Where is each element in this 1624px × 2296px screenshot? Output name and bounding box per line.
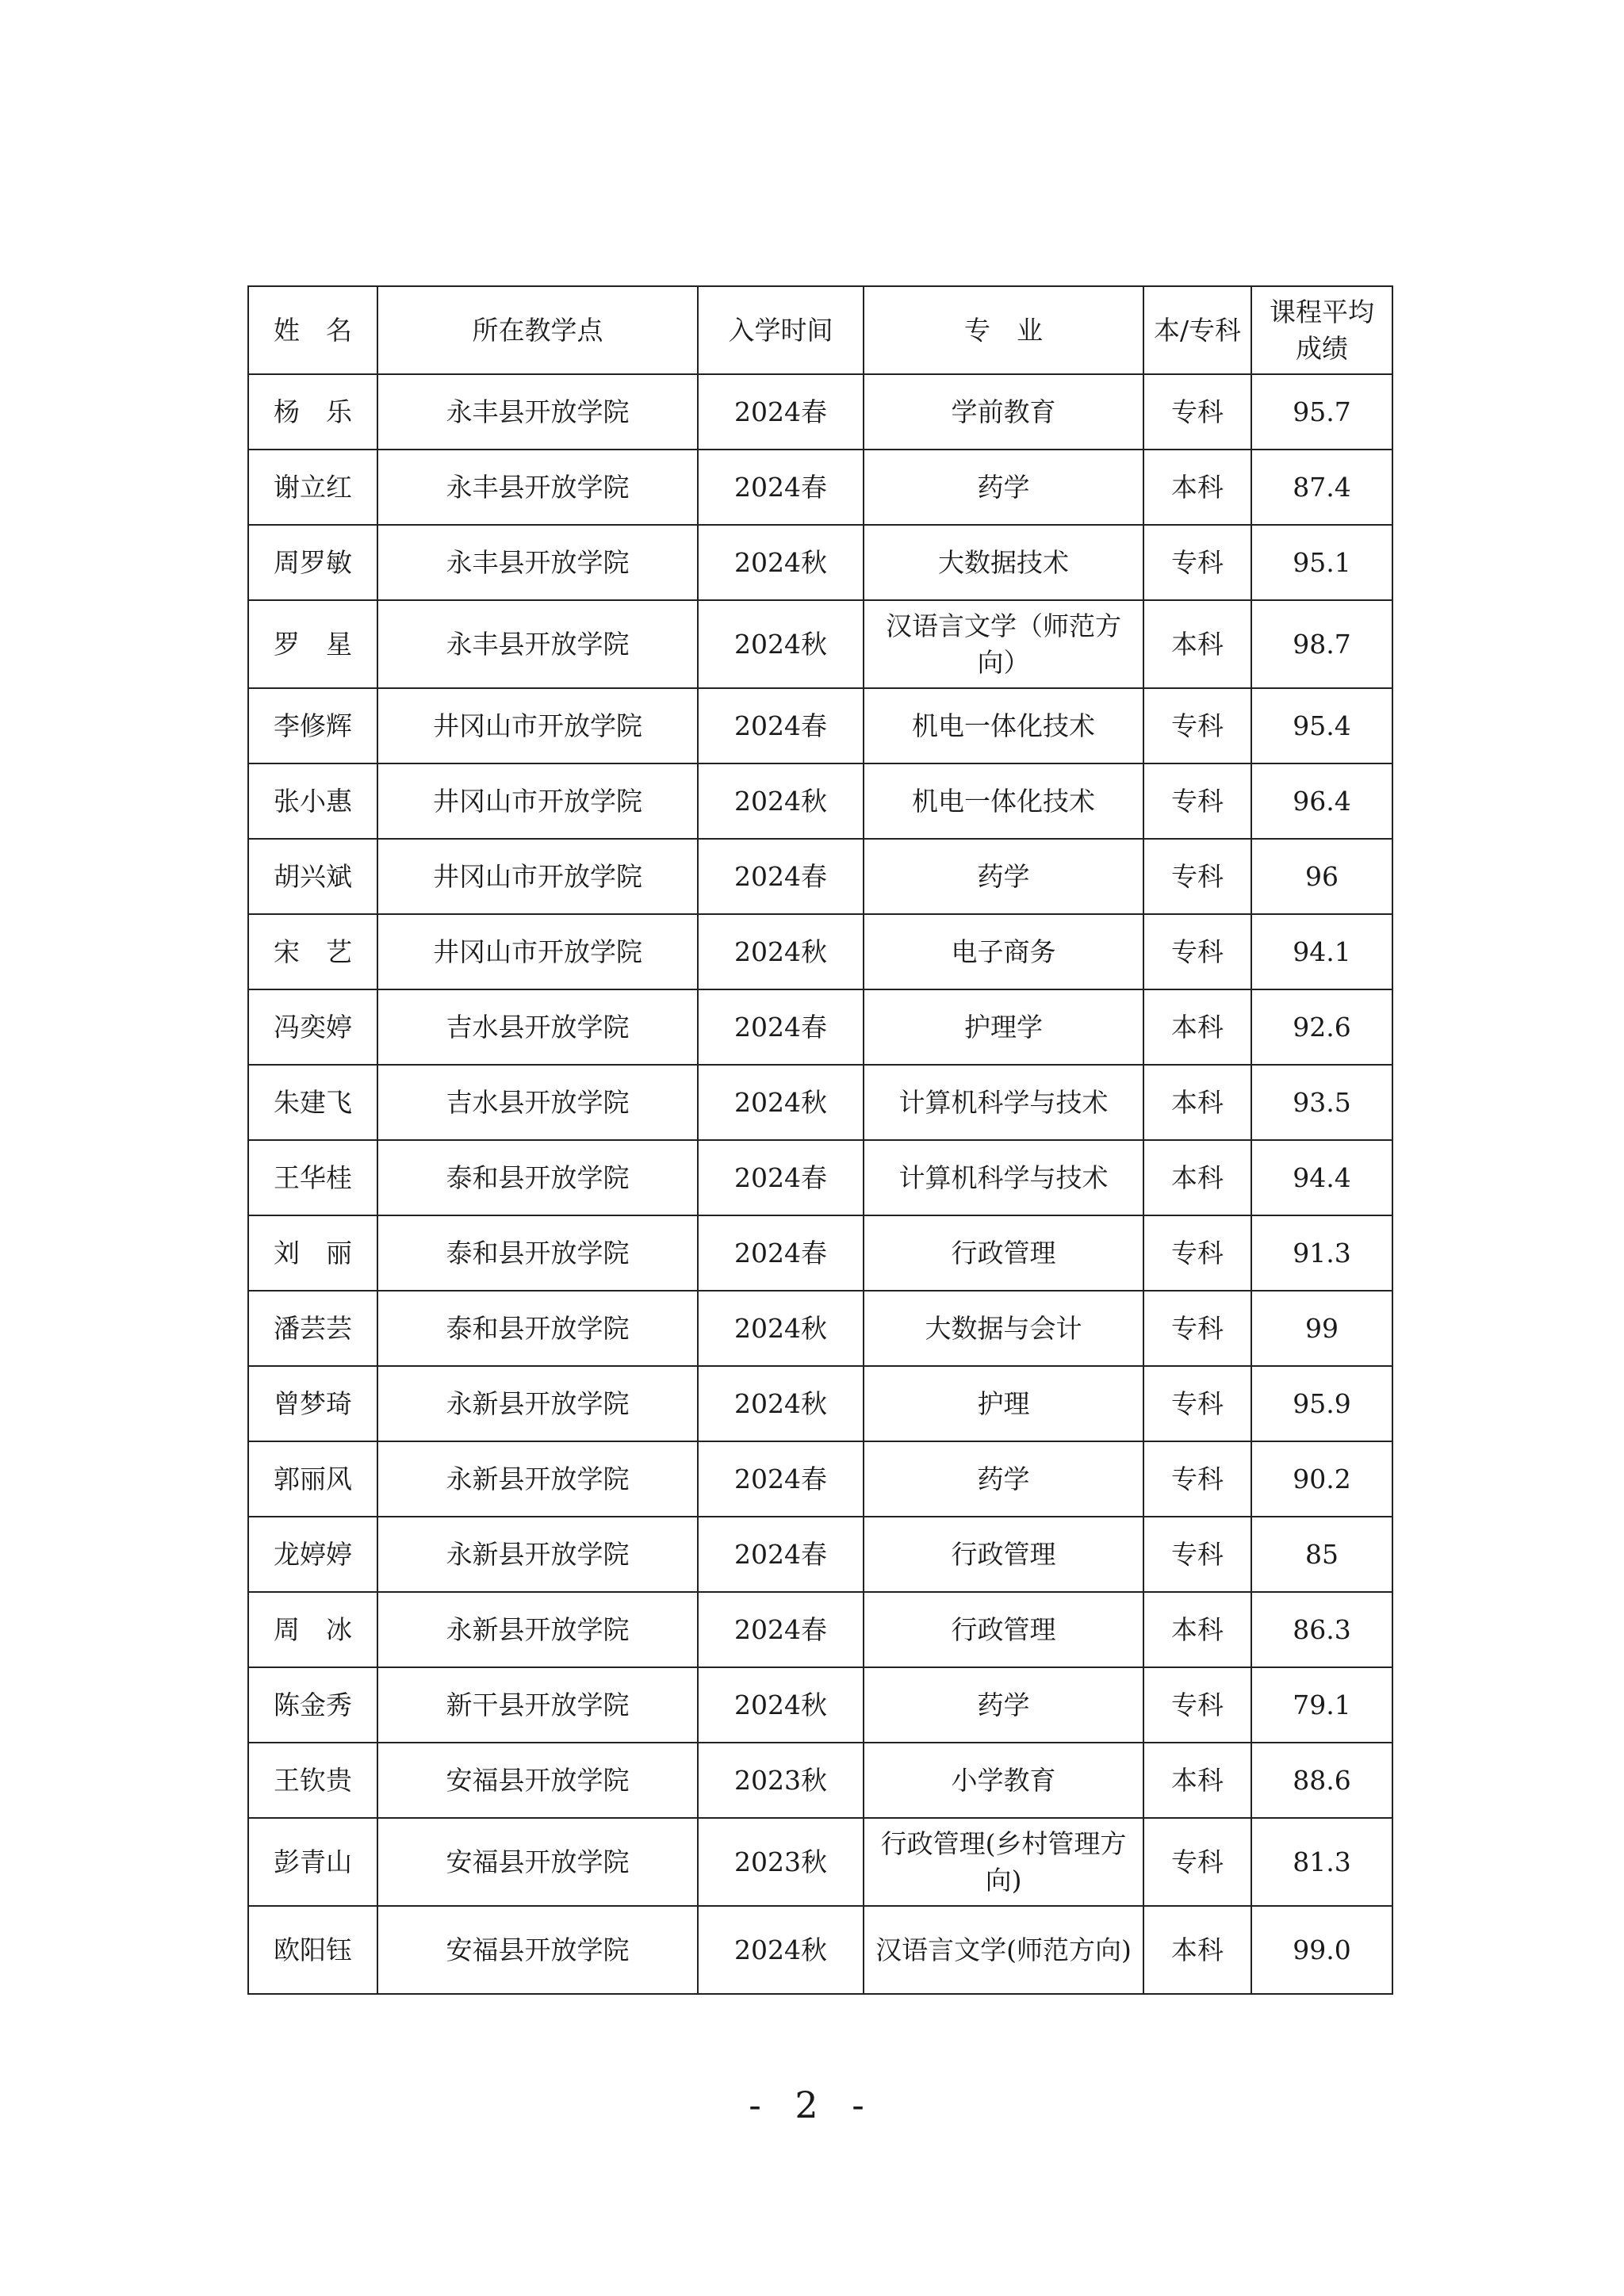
student-name-cell: 王华桂 xyxy=(248,1140,377,1215)
student-name-cell: 彭青山 xyxy=(248,1818,377,1906)
student-name-cell: 谢立红 xyxy=(248,450,377,525)
teaching-site-cell: 永新县开放学院 xyxy=(377,1441,698,1517)
enrollment-time-cell: 2024秋 xyxy=(698,600,864,688)
enrollment-time-cell: 2024春 xyxy=(698,450,864,525)
teaching-site-cell: 安福县开放学院 xyxy=(377,1743,698,1818)
student-name-cell: 周 冰 xyxy=(248,1592,377,1667)
student-name-cell: 张小惠 xyxy=(248,763,377,839)
enrollment-time-cell: 2024秋 xyxy=(698,525,864,600)
table-row xyxy=(248,1140,1392,1215)
average-score-cell: 94.4 xyxy=(1251,1140,1392,1215)
student-name-cell: 曾梦琦 xyxy=(248,1366,377,1441)
table-row xyxy=(248,600,1392,688)
table-header-row xyxy=(248,286,1392,374)
enrollment-time-cell: 2024春 xyxy=(698,688,864,763)
table-row xyxy=(248,450,1392,525)
degree-level-cell: 专科 xyxy=(1143,1818,1251,1906)
teaching-site-cell: 永丰县开放学院 xyxy=(377,374,698,450)
average-score-cell: 91.3 xyxy=(1251,1215,1392,1291)
average-score-cell: 88.6 xyxy=(1251,1743,1392,1818)
enrollment-time-cell: 2023秋 xyxy=(698,1743,864,1818)
teaching-site-cell: 新干县开放学院 xyxy=(377,1667,698,1743)
major-cell: 学前教育 xyxy=(864,374,1143,450)
average-score-cell: 87.4 xyxy=(1251,450,1392,525)
major-cell: 行政管理 xyxy=(864,1592,1143,1667)
average-score-cell: 95.7 xyxy=(1251,374,1392,450)
enrollment-time-cell: 2024秋 xyxy=(698,1366,864,1441)
average-score-cell: 92.6 xyxy=(1251,989,1392,1065)
student-name-cell: 罗 星 xyxy=(248,600,377,688)
table-row xyxy=(248,1215,1392,1291)
average-score-cell: 99 xyxy=(1251,1291,1392,1366)
degree-level-cell: 本科 xyxy=(1143,1906,1251,1994)
header-site: 所在教学点 xyxy=(377,286,698,374)
teaching-site-cell: 井冈山市开放学院 xyxy=(377,688,698,763)
teaching-site-cell: 永丰县开放学院 xyxy=(377,450,698,525)
teaching-site-cell: 井冈山市开放学院 xyxy=(377,914,698,989)
student-name-cell: 周罗敏 xyxy=(248,525,377,600)
teaching-site-cell: 泰和县开放学院 xyxy=(377,1140,698,1215)
teaching-site-cell: 吉水县开放学院 xyxy=(377,989,698,1065)
average-score-cell: 96 xyxy=(1251,839,1392,914)
enrollment-time-cell: 2024秋 xyxy=(698,914,864,989)
student-name-cell: 宋 艺 xyxy=(248,914,377,989)
major-cell: 机电一体化技术 xyxy=(864,763,1143,839)
degree-level-cell: 专科 xyxy=(1143,1667,1251,1743)
student-name-cell: 胡兴斌 xyxy=(248,839,377,914)
degree-level-cell: 专科 xyxy=(1143,1215,1251,1291)
major-cell: 行政管理(乡村管理方向) xyxy=(864,1818,1143,1906)
table-row xyxy=(248,989,1392,1065)
major-cell: 小学教育 xyxy=(864,1743,1143,1818)
table-row xyxy=(248,525,1392,600)
degree-level-cell: 专科 xyxy=(1143,525,1251,600)
teaching-site-cell: 泰和县开放学院 xyxy=(377,1291,698,1366)
teaching-site-cell: 泰和县开放学院 xyxy=(377,1215,698,1291)
average-score-cell: 85 xyxy=(1251,1517,1392,1592)
degree-level-cell: 专科 xyxy=(1143,1517,1251,1592)
student-name-cell: 陈金秀 xyxy=(248,1667,377,1743)
table-row xyxy=(248,1517,1392,1592)
enrollment-time-cell: 2024秋 xyxy=(698,1667,864,1743)
enrollment-time-cell: 2024秋 xyxy=(698,1065,864,1140)
degree-level-cell: 本科 xyxy=(1143,600,1251,688)
table-row xyxy=(248,1667,1392,1743)
degree-level-cell: 专科 xyxy=(1143,1441,1251,1517)
enrollment-time-cell: 2024春 xyxy=(698,1517,864,1592)
average-score-cell: 86.3 xyxy=(1251,1592,1392,1667)
table-row xyxy=(248,1366,1392,1441)
major-cell: 计算机科学与技术 xyxy=(864,1065,1143,1140)
major-cell: 护理 xyxy=(864,1366,1143,1441)
enrollment-time-cell: 2024秋 xyxy=(698,1291,864,1366)
average-score-cell: 95.1 xyxy=(1251,525,1392,600)
average-score-cell: 96.4 xyxy=(1251,763,1392,839)
average-score-cell: 79.1 xyxy=(1251,1667,1392,1743)
table-body xyxy=(248,374,1392,1994)
major-cell: 计算机科学与技术 xyxy=(864,1140,1143,1215)
header-average-score: 课程平均成绩 xyxy=(1251,286,1392,374)
degree-level-cell: 本科 xyxy=(1143,450,1251,525)
teaching-site-cell: 安福县开放学院 xyxy=(377,1906,698,1994)
degree-level-cell: 本科 xyxy=(1143,1140,1251,1215)
page-number: - 2 - xyxy=(749,2084,875,2126)
major-cell: 行政管理 xyxy=(864,1215,1143,1291)
major-cell: 药学 xyxy=(864,450,1143,525)
student-name-cell: 冯奕婷 xyxy=(248,989,377,1065)
student-name-cell: 龙婷婷 xyxy=(248,1517,377,1592)
degree-level-cell: 本科 xyxy=(1143,1592,1251,1667)
header-level: 本/专科 xyxy=(1143,286,1251,374)
student-name-cell: 杨 乐 xyxy=(248,374,377,450)
table-row xyxy=(248,1441,1392,1517)
degree-level-cell: 本科 xyxy=(1143,989,1251,1065)
table-row xyxy=(248,1592,1392,1667)
teaching-site-cell: 安福县开放学院 xyxy=(377,1818,698,1906)
student-name-cell: 王钦贵 xyxy=(248,1743,377,1818)
major-cell: 汉语言文学(师范方向) xyxy=(864,1906,1143,1994)
major-cell: 汉语言文学（师范方向） xyxy=(864,600,1143,688)
average-score-cell: 93.5 xyxy=(1251,1065,1392,1140)
student-name-cell: 朱建飞 xyxy=(248,1065,377,1140)
major-cell: 行政管理 xyxy=(864,1517,1143,1592)
teaching-site-cell: 永丰县开放学院 xyxy=(377,525,698,600)
table-row xyxy=(248,374,1392,450)
table-row xyxy=(248,839,1392,914)
enrollment-time-cell: 2024秋 xyxy=(698,1906,864,1994)
major-cell: 药学 xyxy=(864,839,1143,914)
table-row xyxy=(248,1818,1392,1906)
student-name-cell: 李修辉 xyxy=(248,688,377,763)
average-score-cell: 99.0 xyxy=(1251,1906,1392,1994)
teaching-site-cell: 井冈山市开放学院 xyxy=(377,839,698,914)
enrollment-time-cell: 2024春 xyxy=(698,1140,864,1215)
table-row xyxy=(248,1065,1392,1140)
average-score-cell: 95.9 xyxy=(1251,1366,1392,1441)
enrollment-time-cell: 2024春 xyxy=(698,989,864,1065)
enrollment-time-cell: 2024春 xyxy=(698,1441,864,1517)
student-name-cell: 潘芸芸 xyxy=(248,1291,377,1366)
average-score-cell: 95.4 xyxy=(1251,688,1392,763)
enrollment-time-cell: 2024秋 xyxy=(698,763,864,839)
major-cell: 药学 xyxy=(864,1441,1143,1517)
degree-level-cell: 专科 xyxy=(1143,839,1251,914)
student-name-cell: 刘 丽 xyxy=(248,1215,377,1291)
major-cell: 护理学 xyxy=(864,989,1143,1065)
table-row xyxy=(248,1906,1392,1994)
table-row xyxy=(248,1743,1392,1818)
degree-level-cell: 本科 xyxy=(1143,1743,1251,1818)
average-score-cell: 81.3 xyxy=(1251,1818,1392,1906)
header-name: 姓 名 xyxy=(248,286,377,374)
degree-level-cell: 本科 xyxy=(1143,1065,1251,1140)
average-score-cell: 98.7 xyxy=(1251,600,1392,688)
teaching-site-cell: 永新县开放学院 xyxy=(377,1517,698,1592)
teaching-site-cell: 永新县开放学院 xyxy=(377,1366,698,1441)
degree-level-cell: 专科 xyxy=(1143,763,1251,839)
degree-level-cell: 专科 xyxy=(1143,914,1251,989)
enrollment-time-cell: 2023秋 xyxy=(698,1818,864,1906)
major-cell: 机电一体化技术 xyxy=(864,688,1143,763)
header-major: 专 业 xyxy=(864,286,1143,374)
table-row xyxy=(248,1291,1392,1366)
teaching-site-cell: 吉水县开放学院 xyxy=(377,1065,698,1140)
header-enrollment-time: 入学时间 xyxy=(698,286,864,374)
teaching-site-cell: 井冈山市开放学院 xyxy=(377,763,698,839)
student-name-cell: 欧阳钰 xyxy=(248,1906,377,1994)
teaching-site-cell: 永新县开放学院 xyxy=(377,1592,698,1667)
major-cell: 药学 xyxy=(864,1667,1143,1743)
degree-level-cell: 专科 xyxy=(1143,374,1251,450)
student-name-cell: 郭丽风 xyxy=(248,1441,377,1517)
degree-level-cell: 专科 xyxy=(1143,688,1251,763)
degree-level-cell: 专科 xyxy=(1143,1366,1251,1441)
enrollment-time-cell: 2024春 xyxy=(698,1592,864,1667)
table-row xyxy=(248,688,1392,763)
degree-level-cell: 专科 xyxy=(1143,1291,1251,1366)
major-cell: 电子商务 xyxy=(864,914,1143,989)
enrollment-time-cell: 2024春 xyxy=(698,374,864,450)
table-row xyxy=(248,914,1392,989)
average-score-cell: 94.1 xyxy=(1251,914,1392,989)
enrollment-time-cell: 2024春 xyxy=(698,839,864,914)
average-score-cell: 90.2 xyxy=(1251,1441,1392,1517)
major-cell: 大数据与会计 xyxy=(864,1291,1143,1366)
table-row xyxy=(248,763,1392,839)
teaching-site-cell: 永丰县开放学院 xyxy=(377,600,698,688)
enrollment-time-cell: 2024春 xyxy=(698,1215,864,1291)
major-cell: 大数据技术 xyxy=(864,525,1143,600)
student-score-table xyxy=(247,285,1393,1995)
